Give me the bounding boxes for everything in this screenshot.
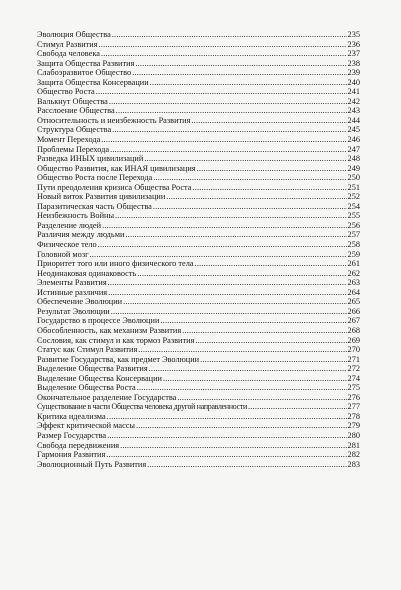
toc-entry-page-number: 275	[347, 383, 360, 393]
toc-entry-title: Эффект критической массы	[37, 421, 136, 431]
toc-entry	[37, 460, 360, 470]
dot-leader	[108, 278, 347, 288]
toc-entry-title: Статус как Стимул Развития	[37, 345, 138, 355]
toc-entry-title: Эволюция Общества	[37, 30, 111, 39]
toc-entry	[37, 421, 360, 431]
toc-entry-title: Пути преодоления кризиса Общества Роста	[37, 182, 192, 192]
toc-entry-title: Истинные различия	[37, 287, 108, 297]
toc-entry	[37, 336, 360, 346]
toc-entry	[37, 383, 360, 393]
toc-entry-title: Выделение Общества Роста	[37, 383, 136, 393]
dot-leader	[116, 106, 347, 116]
toc-entry	[37, 87, 360, 97]
toc-entry-page-number: 282	[347, 450, 360, 460]
dot-leader	[192, 183, 346, 193]
dot-leader	[107, 431, 346, 441]
toc-entry	[37, 431, 360, 441]
dot-leader	[195, 259, 347, 269]
toc-entry	[37, 259, 360, 269]
toc-entry-title: Относительность и неизбежность Развития	[37, 115, 191, 125]
dot-leader	[200, 355, 346, 365]
toc-entry-title: Паразитическая часть Общества	[37, 201, 152, 211]
toc-entry	[37, 345, 360, 355]
toc-entry-title: Разведка ИНЫХ цивилизаций	[37, 154, 144, 164]
toc-entry-title: Выделение Общества Развития	[37, 364, 148, 374]
toc-entry	[37, 374, 360, 384]
toc-entry	[37, 297, 360, 307]
toc-entry-page-number: 280	[347, 430, 360, 440]
toc-entry-page-number: 248	[347, 154, 360, 164]
toc-entry-page-number: 238	[347, 58, 360, 68]
dot-leader	[149, 364, 347, 374]
dot-leader	[137, 269, 346, 279]
toc-entry-title: Проблемы Перехода	[37, 144, 110, 154]
dot-leader	[153, 173, 346, 183]
toc-entry-title: Новый виток Развития цивилизации	[37, 192, 166, 202]
toc-entry	[37, 326, 360, 336]
toc-entry	[37, 240, 360, 250]
toc-entry-page-number: 245	[347, 125, 360, 135]
toc-entry	[37, 288, 360, 298]
dot-leader	[125, 230, 346, 240]
toc-entry-title: Общество Роста после Перехода	[37, 173, 153, 183]
toc-entry-title: Государство в процессе Эволюции	[37, 316, 160, 326]
dot-leader	[195, 336, 346, 346]
table-of-contents	[37, 30, 360, 469]
toc-entry-page-number: 250	[347, 173, 360, 183]
toc-entry-page-number: 265	[347, 297, 360, 307]
toc-entry	[37, 307, 360, 317]
toc-entry-page-number: 278	[347, 411, 360, 421]
toc-entry-title: Валькнут Общества	[37, 96, 108, 106]
toc-entry-title: Общество Роста	[37, 87, 95, 97]
dot-leader	[111, 307, 347, 317]
toc-entry	[37, 192, 360, 202]
toc-entry-title: Неизбежность Войны	[37, 211, 115, 221]
toc-entry	[37, 164, 360, 174]
toc-entry-title: Гармония Развития	[37, 450, 106, 460]
toc-entry	[37, 412, 360, 422]
toc-entry-page-number: 251	[347, 182, 360, 192]
toc-entry-page-number: 242	[347, 96, 360, 106]
dot-leader	[110, 145, 346, 155]
toc-entry	[37, 145, 360, 155]
dot-leader	[109, 97, 347, 107]
toc-entry-title: Развитие Государства, как предмет Эволюции	[37, 354, 200, 364]
dot-leader	[96, 87, 347, 97]
toc-entry-page-number: 256	[347, 220, 360, 230]
toc-entry	[37, 450, 360, 460]
dot-leader	[123, 297, 346, 307]
dot-leader	[101, 135, 346, 145]
toc-entry-page-number: 237	[347, 49, 360, 59]
toc-entry-title: Различия между людьми	[37, 230, 125, 240]
toc-entry	[37, 364, 360, 374]
toc-entry-title: Критика идеализма	[37, 411, 106, 421]
dot-leader	[150, 78, 347, 88]
dot-leader	[166, 192, 346, 202]
toc-entry-page-number: 239	[347, 68, 360, 78]
toc-entry-page-number: 269	[347, 335, 360, 345]
toc-entry	[37, 441, 360, 451]
toc-entry-page-number: 249	[347, 163, 360, 173]
toc-entry	[37, 40, 360, 50]
toc-entry-page-number: 252	[347, 192, 360, 202]
toc-entry-page-number: 264	[347, 287, 360, 297]
toc-entry	[37, 183, 360, 193]
toc-entry	[37, 116, 360, 126]
toc-entry-title: Физическое тело	[37, 240, 97, 250]
toc-entry-title: Обеспечение Эволюции	[37, 297, 123, 307]
dot-leader	[101, 49, 347, 59]
toc-entry	[37, 202, 360, 212]
toc-entry	[37, 68, 360, 78]
toc-entry-title: Общество Развития, как ИНАЯ цивилизация	[37, 163, 196, 173]
toc-entry-title: Приоритет того или иного физического тела	[37, 259, 194, 269]
toc-entry-page-number: 236	[347, 39, 360, 49]
toc-entry	[37, 393, 360, 403]
toc-entry-title: Обособленность, как механизм Развития	[37, 325, 182, 335]
dot-leader	[106, 450, 346, 460]
toc-entry-page-number: 235	[347, 30, 360, 39]
toc-entry	[37, 278, 360, 288]
toc-entry-page-number: 246	[347, 135, 360, 145]
toc-entry-page-number: 255	[347, 211, 360, 221]
dot-leader	[137, 383, 347, 393]
toc-entry	[37, 125, 360, 135]
dot-leader	[112, 125, 346, 135]
dot-leader	[132, 68, 346, 78]
dot-leader	[191, 116, 346, 126]
dot-leader	[182, 326, 346, 336]
dot-leader	[108, 288, 346, 298]
toc-entry	[37, 78, 360, 88]
toc-entry-page-number: 263	[347, 278, 360, 288]
toc-entry-page-number: 254	[347, 201, 360, 211]
toc-entry	[37, 97, 360, 107]
toc-entry-page-number: 271	[347, 354, 360, 364]
dot-leader	[177, 393, 346, 403]
toc-entry-title: Сословия, как стимул и как тормоз Развития	[37, 335, 195, 345]
toc-entry-title: Элементы Развития	[37, 278, 107, 288]
toc-entry	[37, 250, 360, 260]
toc-entry-page-number: 266	[347, 306, 360, 316]
toc-entry	[37, 221, 360, 231]
toc-entry-page-number: 268	[347, 325, 360, 335]
dot-leader	[112, 30, 347, 40]
dot-leader	[144, 154, 346, 164]
toc-entry-title: Слабоэразвитое Общество	[37, 68, 132, 78]
toc-entry-title: Расслоение Общества	[37, 106, 115, 116]
toc-entry-page-number: 281	[347, 440, 360, 450]
toc-entry-title: Стимул Развития	[37, 39, 98, 49]
toc-entry-title: Свобода передвижения	[37, 440, 120, 450]
toc-entry-page-number: 259	[347, 249, 360, 259]
toc-entry	[37, 211, 360, 221]
toc-entry-page-number: 274	[347, 373, 360, 383]
toc-entry-page-number: 240	[347, 77, 360, 87]
dot-leader	[147, 460, 346, 470]
toc-entry	[37, 59, 360, 69]
toc-entry	[37, 154, 360, 164]
toc-entry-title: Размер Государства	[37, 430, 107, 440]
dot-leader	[138, 345, 346, 355]
dot-leader	[136, 421, 347, 431]
toc-entry-page-number: 262	[347, 268, 360, 278]
dot-leader	[197, 164, 347, 174]
toc-entry-page-number: 261	[347, 259, 360, 269]
toc-entry	[37, 316, 360, 326]
toc-entry	[37, 106, 360, 116]
toc-entry-page-number: 247	[347, 144, 360, 154]
toc-entry-page-number: 279	[347, 421, 360, 431]
toc-entry	[37, 49, 360, 59]
dot-leader	[163, 374, 347, 384]
dot-leader	[99, 40, 347, 50]
toc-entry-title: Защита Общества Развития	[37, 58, 135, 68]
toc-entry	[37, 173, 360, 183]
toc-entry	[37, 355, 360, 365]
toc-entry-page-number: 241	[347, 87, 360, 97]
dot-leader	[90, 250, 347, 260]
dot-leader	[102, 221, 346, 231]
toc-entry	[37, 30, 360, 40]
dot-leader	[120, 441, 346, 451]
toc-entry	[37, 135, 360, 145]
toc-entry-page-number: 244	[347, 115, 360, 125]
toc-entry-page-number: 243	[347, 106, 360, 116]
dot-leader	[98, 240, 347, 250]
toc-entry-title: Неодинаковая одинаковость	[37, 268, 137, 278]
toc-entry-title: Окончательное разделение Государства	[37, 392, 177, 402]
dot-leader	[115, 211, 347, 221]
toc-entry-title: Защита Общества Консервации	[37, 77, 149, 87]
toc-entry-title: Результат Эволюции	[37, 306, 110, 316]
toc-entry-page-number: 283	[347, 459, 360, 469]
toc-entry-page-number: 258	[347, 240, 360, 250]
toc-entry-title: Разделение людей	[37, 220, 102, 230]
dot-leader	[107, 412, 347, 422]
toc-entry-title: Выделение Общества Консервации	[37, 373, 162, 383]
dot-leader	[135, 59, 346, 69]
toc-entry	[37, 230, 360, 240]
toc-entry-page-number: 270	[347, 345, 360, 355]
dot-leader	[248, 402, 347, 412]
toc-entry-page-number: 257	[347, 230, 360, 240]
toc-entry-page-number: 276	[347, 392, 360, 402]
toc-entry-title: Свобода человека	[37, 49, 100, 59]
toc-entry-title: Структура Общества	[37, 125, 112, 135]
toc-entry-title: Головной мозг	[37, 249, 89, 259]
toc-entry	[37, 269, 360, 279]
toc-entry-page-number: 277	[347, 402, 360, 412]
toc-entry-page-number: 267	[347, 316, 360, 326]
dot-leader	[153, 202, 347, 212]
toc-entry	[37, 402, 360, 412]
toc-entry-title: Существование в части Общества человека другой направленности	[37, 402, 247, 412]
toc-entry-title: Эволюционный Путь Развития	[37, 459, 147, 469]
toc-entry-page-number: 272	[347, 364, 360, 374]
dot-leader	[160, 316, 346, 326]
toc-entry-title: Момент Перехода	[37, 135, 101, 145]
